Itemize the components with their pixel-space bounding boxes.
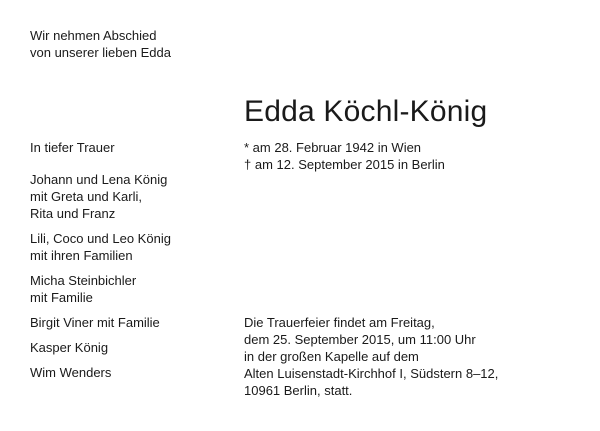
intro-line: von unserer lieben Edda (30, 45, 171, 60)
life-dates (244, 139, 445, 173)
mourner-line: Rita und Franz (30, 206, 116, 221)
mourners-list (30, 139, 171, 389)
mourner-line: mit Familie (30, 290, 93, 305)
mourner-group (30, 339, 171, 356)
mourner-group (30, 230, 171, 264)
mourner-line: Micha Steinbichler (30, 273, 137, 288)
mourner-group (30, 272, 171, 306)
mourner-line: Birgit Viner mit Familie (30, 315, 160, 330)
intro-line: Wir nehmen Abschied (30, 28, 157, 43)
mourner-group (30, 314, 171, 331)
mourner-group (30, 171, 171, 222)
birth-date: * am 28. Februar 1942 in Wien (244, 140, 422, 155)
mourner-line: Wim Wenders (30, 365, 112, 380)
mourner-line: mit ihren Familien (30, 248, 133, 263)
farewell-intro (30, 27, 171, 61)
death-date: † am 12. September 2015 in Berlin (244, 157, 445, 172)
mourner-line: mit Greta und Karli, (30, 189, 142, 204)
ceremony-line: 10961 Berlin, statt. (244, 383, 353, 398)
deceased-name: Edda Köchl-König (244, 95, 488, 128)
funeral-service-details (244, 314, 498, 399)
ceremony-line: Die Trauerfeier findet am Freitag, (244, 315, 435, 330)
ceremony-line: Alten Luisenstadt-Kirchhof I, Südstern 8–12, (244, 366, 499, 381)
mourning-heading: In tiefer Trauer (30, 140, 115, 155)
mourning-heading-group (30, 139, 171, 156)
mourner-line: Lili, Coco und Leo König (30, 231, 171, 246)
ceremony-line: dem 25. September 2015, um 11:00 Uhr (244, 332, 476, 347)
ceremony-line: in der großen Kapelle auf dem (244, 349, 419, 364)
mourner-line: Johann und Lena König (30, 172, 168, 187)
mourner-line: Kasper König (30, 340, 109, 355)
mourner-group (30, 364, 171, 381)
